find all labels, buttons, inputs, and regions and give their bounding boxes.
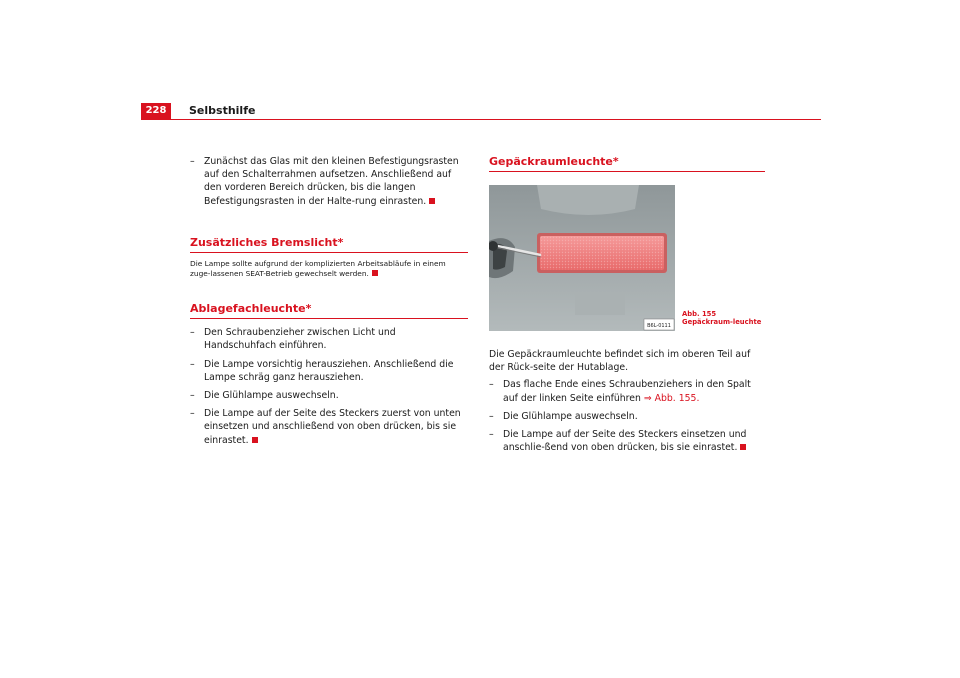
dash: – xyxy=(190,327,195,339)
list-item xyxy=(190,407,468,447)
item-text: Zunächst das Glas mit den kleinen Befestigungsrasten auf den Schalterrahmen aufsetzen. Anschließend auf den vorderen Bereich drücken, bis die langen Befestigungsrasten in der Halte-rung einrasten. xyxy=(204,156,459,207)
list-item xyxy=(190,326,468,352)
heading-luggage-light: Gepäckraumleuchte* xyxy=(489,155,765,172)
section-title: Selbsthilfe xyxy=(189,104,256,117)
item-text: Die Glühlampe auswechseln. xyxy=(204,390,339,402)
header-rule xyxy=(141,119,821,120)
list-item xyxy=(489,378,765,404)
end-mark-icon xyxy=(372,270,378,276)
list-item xyxy=(489,428,765,454)
dash: – xyxy=(489,410,494,422)
item-text: Die Lampe vorsichtig herausziehen. Anschließend die Lampe schräg ganz herausziehen. xyxy=(204,358,454,383)
item-text: Den Schraubenzieher zwischen Licht und Handschuhfach einführen. xyxy=(204,327,396,352)
list-item xyxy=(489,410,765,423)
end-mark-icon xyxy=(429,198,435,204)
dash: – xyxy=(489,379,494,391)
brake-light-note xyxy=(190,259,468,279)
figure-caption: Abb. 155 Gepäckraum-leuchte xyxy=(682,310,762,326)
heading-brake-light: Zusätzliches Bremslicht* xyxy=(190,236,468,253)
end-mark-icon xyxy=(252,437,258,443)
dash: – xyxy=(190,358,195,370)
right-column xyxy=(489,155,765,459)
dash: – xyxy=(190,390,195,402)
figure-luggage-light xyxy=(489,185,675,331)
dash: – xyxy=(190,156,195,167)
item-text: Das flache Ende eines Schraubenziehers in den Spalt auf der linken Seite einführen xyxy=(503,379,751,404)
dash: – xyxy=(190,408,195,420)
figure-reference-link[interactable]: ⇒ Abb. 155. xyxy=(643,392,700,404)
list-item xyxy=(190,358,468,384)
list-item xyxy=(190,155,468,208)
page-number: 228 xyxy=(141,103,171,119)
item-text: Die Lampe auf der Seite des Steckers einsetzen und anschlie-ßend von oben drücken, bis sie einrastet. xyxy=(503,429,747,454)
figure-code: B6L-0111 xyxy=(647,323,671,329)
item-text: Die Lampe auf der Seite des Steckers zuerst von unten einsetzen und anschließend von oben drücken, bis sie einrastet. xyxy=(204,408,461,446)
left-column xyxy=(190,155,468,452)
note-text: Die Lampe sollte aufgrund der komplizierten Arbeitsabläufe in einem zuge-lassenen SEAT-Betrieb gewechselt werden. xyxy=(190,258,446,279)
intro-text: Die Gepäckraumleuchte befindet sich im oberen Teil auf der Rück-seite der Hutablage. xyxy=(489,349,751,374)
item-text: Die Glühlampe auswechseln. xyxy=(503,410,638,422)
luggage-light-illustration xyxy=(489,185,675,331)
end-mark-icon xyxy=(740,444,746,450)
list-item xyxy=(190,389,468,402)
dash: – xyxy=(489,429,494,441)
page-header xyxy=(141,103,821,119)
heading-storage-light: Ablagefachleuchte* xyxy=(190,302,468,319)
